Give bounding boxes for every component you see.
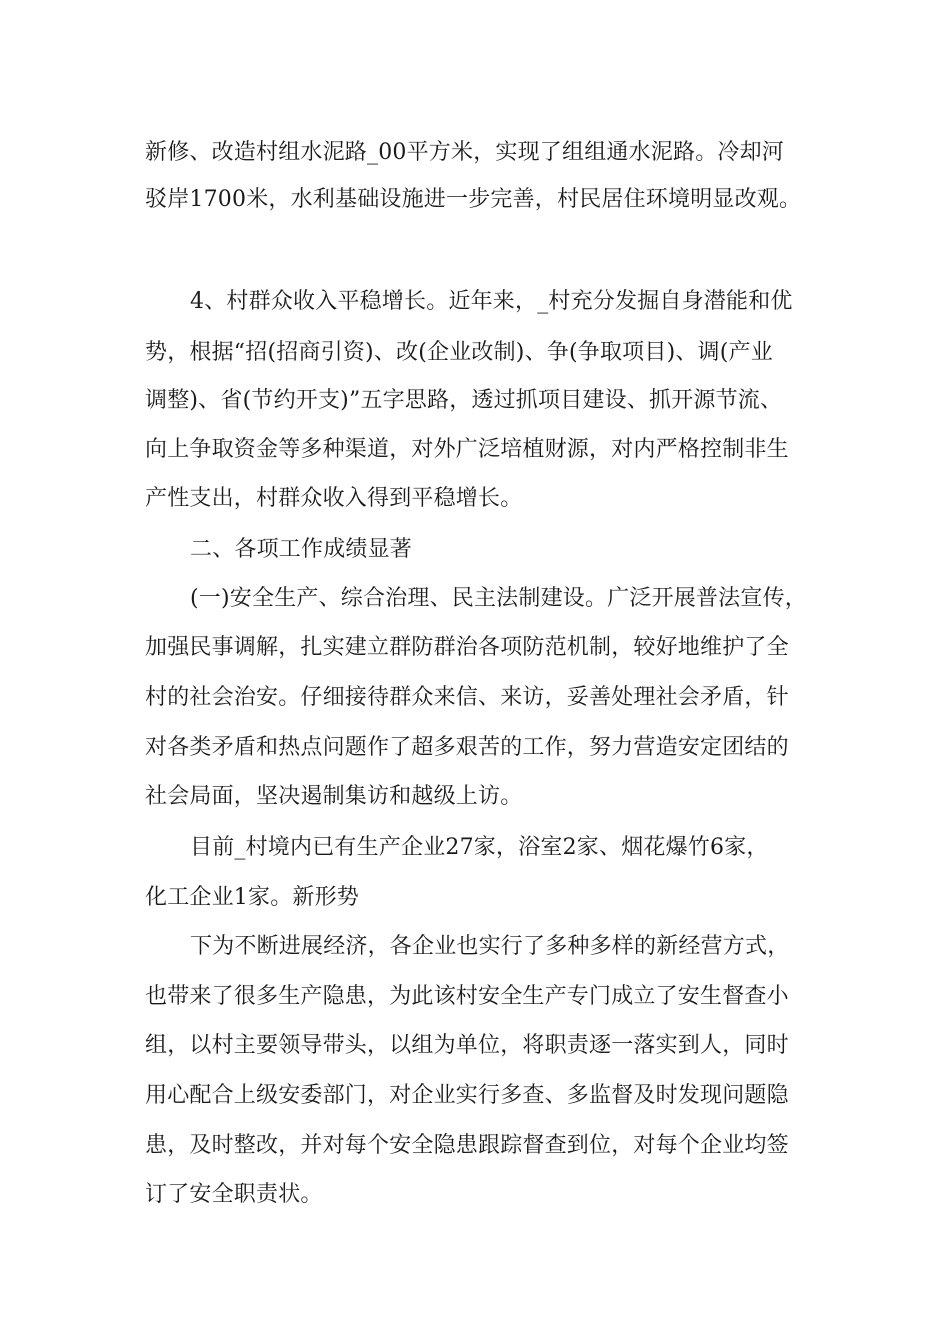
paragraph-line: 加强民事调解，扎实建立群防群治各项防范机制，较好地维护了全 — [145, 635, 789, 660]
paragraph-line: 订了安全职责状。 — [145, 1182, 323, 1207]
paragraph-line: 向上争取资金等多种渠道，对外广泛培植财源，对内严格控制非生 — [145, 437, 789, 462]
paragraph-line: 对各类矛盾和热点问题作了超多艰苦的工作，努力营造安定团结的 — [145, 735, 789, 760]
paragraph-line: 社会局面，坚决遏制集访和越级上访。 — [145, 784, 523, 809]
paragraph-line: 目前_村境内已有生产企业27家，浴室2家、烟花爆竹6家， — [190, 835, 769, 860]
paragraph-line: 也带来了很多生产隐患，为此该村安全生产专门成立了安生督查小 — [145, 984, 789, 1009]
paragraph-line: 化工企业1家。新形势 — [145, 885, 359, 910]
paragraph-line: 4、村群众收入平稳增长。近年来，_村充分发掘自身潜能和优 — [190, 289, 793, 314]
section-heading: 二、各项工作成绩显著 — [190, 537, 413, 562]
paragraph-line: (一)安全生产、综合治理、民主法制建设。广泛开展普法宣传， — [190, 586, 807, 611]
paragraph-line: 下为不断进展经济，各企业也实行了多种多样的新经营方式， — [190, 934, 790, 959]
paragraph-line: 驳岸1700米，水利基础设施进一步完善，村民居住环境明显改观。 — [145, 187, 802, 212]
paragraph-line: 新修、改造村组水泥路_00平方米，实现了组组通水泥路。冷却河 — [145, 140, 784, 165]
paragraph-line: 调整)、省(节约开支)”五字思路，透过抓项目建设、抓开源节流、 — [145, 388, 783, 413]
paragraph-line: 村的社会治安。仔细接待群众来信、来访，妥善处理社会矛盾，针 — [145, 685, 789, 710]
paragraph-line: 势，根据“招(招商引资)、改(企业改制)、争(争取项目)、调(产业 — [145, 340, 773, 365]
paragraph-line: 产性支出，村群众收入得到平稳增长。 — [145, 486, 523, 511]
paragraph-line: 用心配合上级安委部门，对企业实行多查、多监督及时发现问题隐 — [145, 1083, 789, 1108]
paragraph-line: 组，以村主要领导带头，以组为单位，将职责逐一落实到人，同时 — [145, 1033, 789, 1058]
paragraph-line: 患，及时整改，并对每个安全隐患跟踪督查到位，对每个企业均签 — [145, 1133, 789, 1158]
